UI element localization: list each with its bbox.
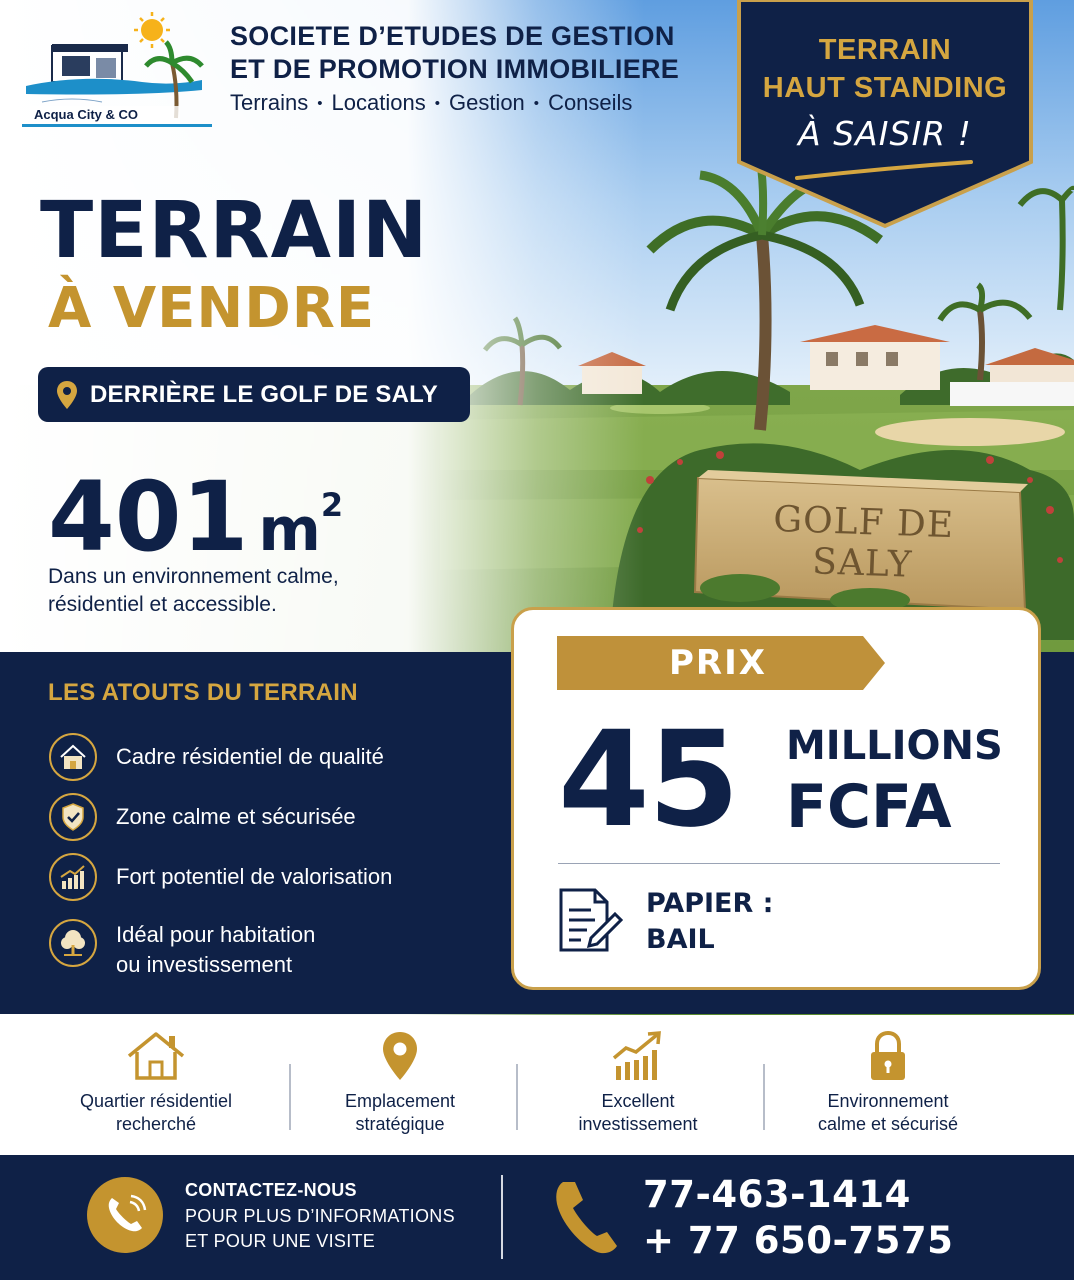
badge-line2: HAUT STANDING [762, 72, 1008, 104]
service-separator: • [434, 94, 440, 112]
phone-number-2[interactable]: + 77 650-7575 [643, 1219, 954, 1262]
feature-divider [289, 1064, 291, 1130]
feature-item [305, 1030, 495, 1136]
phone-call-icon [86, 1176, 164, 1254]
feature-label-line1: Environnement [827, 1091, 949, 1111]
price-tag [557, 636, 887, 690]
atout-item [48, 852, 476, 902]
service-locations: Locations [331, 90, 426, 115]
company-name-line2: ET DE PROMOTION IMMOBILIERE [230, 54, 680, 84]
badge-line1: TERRAIN [818, 34, 952, 66]
shield-check-icon [48, 792, 98, 842]
haut-standing-badge [735, 0, 1035, 230]
area-description [48, 563, 408, 619]
logo-text: Acqua City & CO [34, 107, 139, 122]
document-pen-icon [557, 886, 623, 954]
atout-label [116, 920, 476, 980]
service-gestion: Gestion [448, 90, 525, 115]
area-exponent: 2 [320, 486, 344, 524]
house-outline-icon [125, 1030, 187, 1082]
chart-growth-icon [610, 1030, 666, 1082]
feature-label-line2: stratégique [355, 1114, 445, 1134]
feature-label-line2: calme et sécurisé [817, 1114, 959, 1134]
price-unit-millions: MILLIONS [786, 723, 1003, 769]
padlock-icon [867, 1030, 909, 1082]
atout-label-line2: ou investissement [116, 952, 293, 977]
price-currency: FCFA [786, 772, 952, 842]
atout-label-line1: Idéal pour habitation [116, 922, 316, 947]
location-pin-icon [56, 380, 78, 410]
growth-chart-icon [48, 852, 98, 902]
feature-label-line1: Emplacement [344, 1091, 456, 1111]
company-name-line1: SOCIETE D’ETUDES DE GESTION [230, 21, 675, 51]
atout-label: Fort potentiel de valorisation [116, 864, 393, 889]
page-title: TERRAIN [40, 186, 429, 276]
atout-item [48, 918, 476, 980]
page-subtitle: À VENDRE [48, 276, 376, 341]
price-amount: 45 [558, 703, 738, 857]
phone-handset-icon [553, 1176, 625, 1256]
feature-label-line1: Quartier résidentiel [79, 1091, 233, 1111]
feature-divider [516, 1064, 518, 1130]
service-conseils: Conseils [548, 90, 633, 115]
feature-divider [763, 1064, 765, 1130]
atout-label: Cadre résidentiel de qualité [116, 744, 384, 769]
paper-value: BAIL [646, 924, 715, 955]
price-label: PRIX [669, 643, 767, 683]
description-line2: résidentiel et accessible. [48, 593, 277, 616]
contact-title: CONTACTEZ-NOUS [185, 1180, 357, 1200]
service-separator: • [317, 94, 323, 112]
service-terrains: Terrains [230, 90, 309, 115]
location-pin-icon [380, 1030, 420, 1082]
company-header [230, 20, 730, 116]
golf-sign-text: GOLF DE SALY [772, 498, 955, 586]
company-logo [22, 8, 212, 130]
feature-label-line2: investissement [578, 1114, 698, 1134]
location-pill [38, 367, 470, 422]
feature-label-line1: Excellent [601, 1091, 675, 1111]
area-unit: m [258, 495, 321, 565]
location-text: DERRIÈRE LE GOLF DE SALY [90, 380, 438, 408]
atout-item [48, 732, 476, 782]
price-card-divider [558, 863, 1000, 864]
tree-icon [48, 918, 98, 968]
atout-label: Zone calme et sécurisée [116, 804, 356, 829]
footer-divider [501, 1175, 503, 1259]
feature-item [58, 1030, 254, 1136]
paper-label: PAPIER : [646, 888, 774, 919]
services-list [230, 90, 730, 116]
atout-item [48, 792, 476, 842]
badge-line3: À SAISIR ! [798, 114, 972, 153]
atouts-title: LES ATOUTS DU TERRAIN [48, 679, 358, 706]
description-line1: Dans un environnement calme, [48, 565, 339, 588]
feature-item [540, 1030, 736, 1136]
feature-item [790, 1030, 986, 1136]
feature-label-line2: recherché [115, 1114, 197, 1134]
phone-number-1[interactable]: 77-463-1414 [643, 1173, 911, 1216]
area-number: 401 [48, 461, 249, 573]
house-icon [48, 732, 98, 782]
service-separator: • [533, 94, 540, 112]
contact-line3: ET POUR UNE VISITE [185, 1231, 376, 1251]
contact-line2: POUR PLUS D’INFORMATIONS [185, 1206, 455, 1226]
